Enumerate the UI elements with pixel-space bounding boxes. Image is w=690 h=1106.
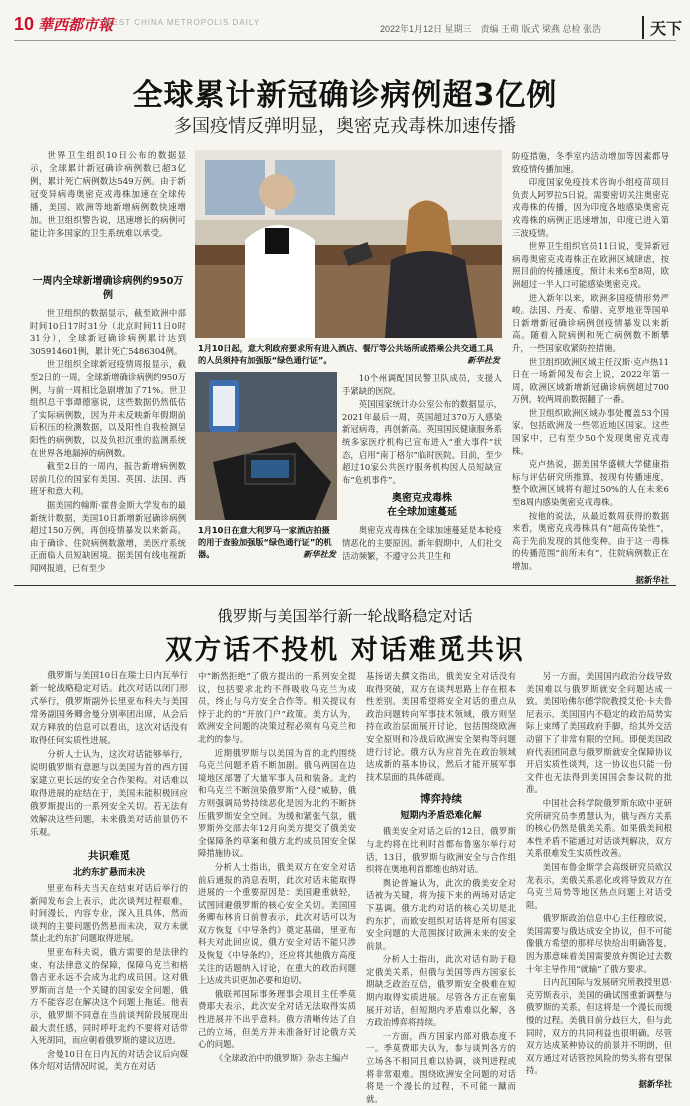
story1-col3 <box>512 150 669 586</box>
page-header <box>0 0 690 40</box>
pass-scanner-photo <box>195 372 337 520</box>
paragraph: 《全球政治中的俄罗斯》杂志主编卢 <box>214 1052 349 1063</box>
paragraph: 里亚布科夫说，俄方需要的是法律约束、有法律意义的保障，保障乌克兰和格鲁吉亚永远不会成为北约成员国。这对俄罗斯而言是一个关键的国家安全问题，俄方不能容忍在解决这个问题上拖延。他表示，俄罗斯不同意在当前谈判阶段展现出最大责任感，同时呼吁北约不要将对话带入死胡同，而应朝着俄罗斯的建议迈进。 <box>30 946 188 1046</box>
paragraph: 按他的说法，从最近数周获得的数据来看，奥密克戎毒株具有“超高传染性”，高于先前发现的其他变种。由于这一毒株的传播范围“前所未有”，住院病例数正在增加。 <box>512 510 669 571</box>
paragraph: 世卫组织全球新冠疫情周报显示，截至2日的一周，全球新增确诊病例约950万例，与前一周相比急剧增加了71%。世卫组织总干事谭德塞说，这些数据仍然低估了实际病例数，因为并未反映新年假期前后积压的检测数据，以及阳性自我检测呈阳性的病例数，以及负担沉重的监测系统在世界各地漏掉的病例数。 <box>30 359 186 458</box>
paragraph: 基扬诺夫撰文指出，俄美安全对话没有取得突破，双方在谈判思路上存在根本性差别。美国希望将安全对话的重点从政治问题转向军事技术领域，俄方则坚持在政治层面展开讨论，包括围绕欧洲安全原则和冷战后欧洲安全架构等问题进行讨论。俄方认为应首先在政治领域达成新的基本协议，然后才能开展军事技术层面的具体磋商。 <box>366 671 516 782</box>
story2-kicker: 俄罗斯与美国举行新一轮战略稳定对话 <box>217 607 473 625</box>
story1-lede: 世界卫生组织10日公布的数据显示，全球累计新冠确诊病例数已超3亿例，累计死亡病例数达549万例。由于新冠变异病毒奥密克戎毒株加速在全球传播，美国、欧洲等地新增病例数快速增加。世卫组织警告说，迅速增长的病例可能让许多国家的卫生系统难以承受。 <box>30 151 186 239</box>
paragraph: 一方面，西方国家内部对俄态度不一。季莫费耶夫认为，参与谈判各方的立场各不相同且难以协调，谈判进程或将非常艰难。围绕欧洲安全问题的对话将是一个漫长的过程，不可能一蹴而就。 <box>366 1030 516 1104</box>
paragraph: 克卢热说，据美国华盛顿大学健康指标与评估研究所推算，按现有传播速度，整个欧洲区域将有超过50%的人在未来6至8周内感染奥密克戎毒株。 <box>512 459 669 508</box>
paragraph: 世卫组织欧洲区域主任汉斯·克卢热11日在一场新闻发布会上说，2022年第一周，欧洲区域新增新冠确诊病例超过700万例，较两周前数据翻了一番。 <box>512 356 669 405</box>
paragraph: 世界卫生组织官员11日说，变异新冠病毒奥密克戎毒株正在欧洲区域肆虐，按照目前的传播速度，预计未来6至8周，欧洲超过一半人口可能感染奥密克戎。 <box>512 241 669 289</box>
story2-section1-title: 共识难觅 <box>88 850 130 862</box>
story1-section2-title: 奥密克戎毒株 在全球加速蔓延 <box>387 493 457 519</box>
hotel-checkin-photo <box>195 150 502 338</box>
story2-headline: 双方话不投机 对话难觅共识 <box>165 635 525 666</box>
story2-lede: 俄罗斯与美国10日在瑞士日内瓦举行新一轮战略稳定对话。此次对话以闭门形式举行，俄罗斯副外长里亚布科夫与美国常务副国务卿舍曼分别率团出席，从会后双方释放的信息可以看出，这次对话没有取得任何实质性进展。 分析人士认为，这次对话能够举行，说明俄罗斯有意愿与以美国为首的西方国家建立更长远的安全合作架构。对话难以取得进展的症结在于，美国未能积极回应俄罗斯提出的一系列安全关切。若无法有效解决这些问题，未来俄美对话前景仍不乐观。 <box>30 671 188 838</box>
paragraph: 英国国家统计办公室公布的数据显示，2021年最后一周，英国超过370万人感染新冠病毒，再创新高。英国国民健康服务系统多家医疗机构已宣布进入“重大事件”状态，启用“南丁格尔”临时医院。目前，至少超过10家公共医疗服务机构因人员短缺宣布“危机事件”。 <box>342 399 502 485</box>
story2-credit: 据新华社 <box>638 1079 672 1089</box>
photo2-credit: 新华社发 <box>303 549 336 559</box>
paragraph: 世卫组织欧洲区域办事处覆盖53个国家，包括欧洲及一些邻近地区国家。这些国家中，已有至少50个发现奥密克戎毒株。 <box>512 407 669 456</box>
paper-logo: 華西都市報 <box>38 18 114 34</box>
paragraph: 近期俄罗斯与以美国为首的北约围绕乌克兰问题矛盾不断加剧。俄乌两国在边境地区部署了大量军事人员和装备。北约和乌克兰不断渲染俄罗斯“入侵”威胁，俄方则强调局势持续恶化是因为北约不断挤压俄罗斯安全空间。为缓和紧张气氛，俄罗斯外交部去年12月向美方提交了俄美安全保障条约草案和俄方北约成员国安全保障措施协议。 <box>198 747 356 859</box>
paragraph: 分析人士指出，此次对话有助于稳定俄美关系，但俄与美国等西方国家长期缺乏政治互信，俄罗斯安全极难在短期内取得实质进展。尽管各方正在密集展开对话，但短期内矛盾难以化解，各方政治博弈将持续。 <box>366 954 516 1028</box>
paragraph: 奥密克戎毒株在全球加速蔓延是本轮疫情恶化的主要原因。新年假期中，人们社交活动频繁，不遵守公共卫生和 <box>342 525 502 561</box>
paragraph: 10个州调配国民警卫队成员，支援人手紧缺的医院。 <box>342 373 502 396</box>
photo2-caption: 1月10日在意大利罗马一家酒店拍摄的用于查验加强版“绿色通行证”的机器。 新华社发 <box>198 525 336 559</box>
paragraph: 舆论普遍认为，此次的俄美安全对话被为关键，将为接下来的两场对话定下基调。俄方北约对话的核心关切是北约东扩，而欧安组织对话将是所有国家安全问题的大范围探讨欧洲未来的安全前景。 <box>366 877 516 951</box>
paragraph: 据美国约翰斯·霍普金斯大学发布的最新统计数据，美国10日新增新冠确诊病例超过150万例，再创疫情暴发以来新高。由于确诊、住院病例数激增，美医疗系统正面临人员短缺困境。据美国有线电视新闻网报道，已有至少 <box>30 499 186 573</box>
page-number: 10 <box>14 14 35 34</box>
story-divider <box>14 585 676 586</box>
story2-section2-sub: 短期内矛盾恐难化解 <box>400 811 482 822</box>
story2-col3 <box>366 670 516 1106</box>
paragraph: 世卫组织的数据显示，截至欧洲中部时间10日17时31分（北京时间11日0时31分），全球新冠确诊病例累计达到305914601例，累计死亡5486304例。 <box>30 308 186 356</box>
paragraph: 进入新年以来，欧洲多国疫情形势严峻。法国、丹麦、希腊、克罗地亚等国单日新增新冠确诊病例创疫情暴发以来新高。随着入院病例和死亡病例数不断攀升，一些国家收紧防控措施。 <box>512 292 669 353</box>
issue-meta: 2022年1月12日 星期三 责编 王萌 版式 梁燕 总检 张浩 <box>380 24 602 34</box>
story1-subheadline: 多国疫情反弹明显，奥密克戎毒株加速传播 <box>174 116 516 137</box>
paragraph: 截至2日的一周内，报告新增病例数居前几位的国家有美国、英国、法国、西班牙和意大利。 <box>30 461 186 497</box>
paragraph: 日内瓦国际与发展研究所教授里恩·克劳斯表示，美国的确试图重新调整与俄罗斯的关系，但这将是一个漫长而缓慢的过程。美俄目前分歧巨大，但与此同时，双方的共同利益也很明确。尽管双方达成某种协议的前景并不明朗，但双方通过对话管控风险的势头将有望保持。 <box>526 977 672 1076</box>
story1-headline: 全球累计新冠确诊病例超3亿例 <box>132 78 558 113</box>
paragraph: 里亚布科夫当天在结束对话后举行的新闻发布会上表示，此次谈判过程艰难，时间漫长，内容专业，深入且具体，然而谈判的主要问题仍然悬而未决，双方未就禁止北约东扩问题取得进展。 <box>30 883 188 944</box>
paper-logo-en: WEST CHINA METROPOLIS DAILY <box>104 18 261 27</box>
paragraph: 舍曼10日在日内瓦的对话会议后向媒体介绍对话情况时说，美方在对话 <box>30 1048 188 1072</box>
story2-section2-title: 博弈持续 <box>420 793 462 806</box>
paragraph: 俄罗斯政治信息中心主任穆欣说，美国需要与俄达成安全协议，但不可能像俄方希望的那样尽快给出明确答复，因为那意味着美国需要放弃舆论过去数十年主导作用“就输”了俄方要求。 <box>526 913 672 974</box>
paragraph: 俄联邦国际事务理事会项目主任季莫费耶夫表示，此次安全对话无法取得实质性进展并不出乎意料。俄方清晰传达了自己的立场，但美方并未准备好讨论俄方关心的问题。 <box>198 988 356 1050</box>
header-rule <box>14 40 676 41</box>
story1-credit: 据新华社 <box>635 574 669 585</box>
photo-hotel-checkin <box>195 150 502 338</box>
story1-section1-title: 一周内全球新增确诊病例约950万例 <box>32 276 184 301</box>
paragraph: 防疫措施，冬季室内活动增加等因素都导致疫情传播加速。 <box>512 151 669 174</box>
photo1-caption: 1月10日起，意大利政府要求所有进入酒店、餐厅等公共场所或搭乘公共交通工具的人员须持有加强版“绿色通行证”。 新华社发 <box>198 343 500 365</box>
paragraph: 另一方面，美国国内政治分歧导致美国难以与俄罗斯就安全问题达成一致。美国哈佛尔德学院教授艾伦·卡夫鲁尼表示，美国国内不稳定的政治局势实际上束缚了美国政府手脚，给其外交活动留下了非常有限的空间。即便美国政府代表团同意与俄罗斯就安全保障协议开启实质性谈判，这一协议也只能一份文件也无法得到美国国会参议院的批准。 <box>526 671 672 795</box>
photo1-credit: 新华社发 <box>467 355 500 365</box>
story2-col4 <box>526 670 672 1090</box>
story2-col1 <box>30 670 188 1074</box>
paragraph: 中国社会科学院俄罗斯东欧中亚研究所研究员李勇慧认为，俄与西方关系的核心仍然是俄美关系。如果俄美间根本性矛盾不能通过对话谈判解决，双方关系很难发生实质性改善。 <box>526 797 672 859</box>
paragraph: 俄美安全对话之后的12日，俄罗斯与北约将在比利时首都布鲁塞尔举行对话，13日，俄罗斯与欧洲安全与合作组织将在奥地利首都维也纳对话。 <box>366 826 516 875</box>
story2-col2 <box>198 670 356 1065</box>
paragraph: 分析人士指出，俄美双方在安全对话前后通报的消息表明，此次对话未能取得进展的一个重要原因是：美国避重就轻，试图回避俄罗斯的核心安全关切。美国国务卿布林肯日前曾表示，此次对话可以为双方恢复《中导条约》奠定基础，里亚布科夫对此回应说，俄方安全对话不能只涉及恢复《中导条约》，还应将其他俄方高度关注的话题纳入讨论，在重大的政治问题上达成共识更加必要和迫切。 <box>198 861 356 986</box>
paragraph: 美国布鲁金斯学会高级研究员欧汉龙表示，美俄关系恶化或将导致双方在乌克兰局势等地区热点问题上对话受阻。 <box>526 861 672 910</box>
photo-pass-scanner <box>195 372 337 520</box>
section-tag: 天下 <box>642 16 682 39</box>
story1-col2 <box>342 372 502 563</box>
paragraph: 印度国家免疫技术咨询小组疫苗项目负责人阿罗拉5日说，需要密切关注奥密克戎毒株的传播，因为印度各地感染奥密克戎毒株的病例正迅速增加，印度已进入第三波疫情。 <box>512 177 669 238</box>
story2-section1-sub: 北约东扩悬而未决 <box>72 868 145 878</box>
story1-col1 <box>30 150 186 575</box>
paragraph: 中“断然拒绝”了俄方提出的一系列安全提议，包括要求北约不得吸收乌克兰为成员，终止与乌方安全合作等。相关提议有悖于北约的“开放门户”政策。美方认为，欧洲安全问题的决策过程必须有乌克兰和北约的参与。 <box>198 671 356 744</box>
